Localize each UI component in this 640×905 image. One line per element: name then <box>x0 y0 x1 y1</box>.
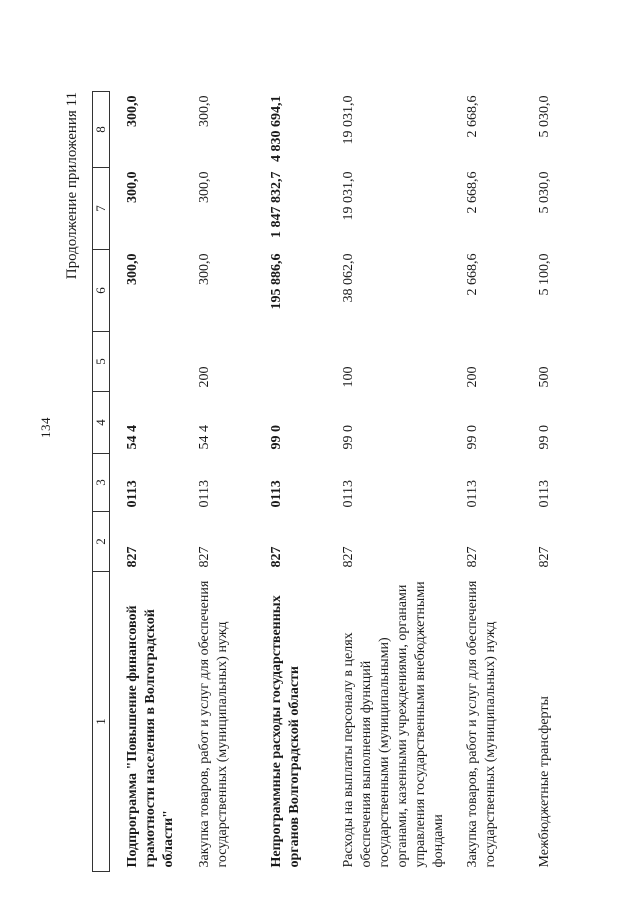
table-row <box>464 92 536 872</box>
table-row <box>268 92 340 872</box>
cell-c2: 827 <box>341 546 356 568</box>
header-cell: 5 <box>93 332 110 392</box>
cell-c5: 500 <box>537 366 552 388</box>
row-name: Закупка товаров, работ и услуг для обеспечения государственных (муниципальных) нужд <box>197 580 230 868</box>
header-cell: 4 <box>93 392 110 454</box>
cell-c2: 827 <box>537 546 552 568</box>
cell-c6: 300,0 <box>125 253 140 285</box>
appendix-continuation-note: Продолжение приложения 11 <box>64 92 80 280</box>
header-cell: 6 <box>93 250 110 332</box>
row-name: Расходы на выплаты персоналу в целях обеспечения выполнения функций государственными (муниципальными) органами, казенными учреждениями, органами управления государственными внебюджетными фондами <box>341 581 446 868</box>
cell-c3: 0113 <box>465 480 480 508</box>
budget-table <box>92 91 576 872</box>
table-header <box>93 92 125 872</box>
cell-c3: 0113 <box>341 480 356 508</box>
cell-c5: 200 <box>465 366 480 388</box>
header-cell: 2 <box>93 512 110 572</box>
cell-c2: 827 <box>465 546 480 568</box>
cell-c7: 300,0 <box>125 171 140 203</box>
cell-c3: 0113 <box>537 480 552 508</box>
cell-c7: 5 030,0 <box>537 171 552 214</box>
cell-c4: 54 4 <box>125 425 140 450</box>
cell-c4: 54 4 <box>197 425 212 450</box>
cell-c6: 300,0 <box>197 253 212 285</box>
cell-c3: 0113 <box>269 480 284 508</box>
header-cell: 8 <box>93 92 110 168</box>
header-cell: 7 <box>93 168 110 250</box>
cell-c6: 38 062,0 <box>341 253 356 303</box>
cell-c8: 300,0 <box>197 95 212 127</box>
cell-c6: 2 668,6 <box>465 253 480 296</box>
header-cell: 1 <box>93 572 110 872</box>
cell-c2: 827 <box>269 546 284 568</box>
cell-c3: 0113 <box>197 480 212 508</box>
cell-c2: 827 <box>197 546 212 568</box>
cell-c6: 195 886,6 <box>269 253 284 310</box>
cell-c2: 827 <box>125 546 140 568</box>
cell-c7: 2 668,6 <box>465 171 480 214</box>
cell-c5: 100 <box>341 366 356 388</box>
table-row <box>124 92 196 872</box>
page-number: 134 <box>38 417 53 438</box>
row-name: Подпрограмма "Повышение финансовой грамотности населения в Волгоградской области" <box>125 605 176 868</box>
table-row <box>340 92 464 872</box>
row-name: Непрограммные расходы государственных органов Волгоградской области <box>269 595 302 868</box>
cell-c4: 99 0 <box>537 425 552 450</box>
cell-c8: 5 030,0 <box>537 95 552 138</box>
cell-c3: 0113 <box>125 480 140 508</box>
row-name: Межбюджетные трансферты <box>537 696 552 868</box>
row-name: Закупка товаров, работ и услуг для обеспечения государственных (муниципальных) нужд <box>465 580 498 868</box>
cell-c7: 300,0 <box>197 171 212 203</box>
cell-c5 <box>268 332 340 392</box>
cell-c8: 300,0 <box>125 95 140 127</box>
table-row <box>536 92 576 872</box>
header-cell: 3 <box>93 454 110 512</box>
cell-c4: 99 0 <box>341 425 356 450</box>
cell-c4: 99 0 <box>269 425 284 450</box>
cell-c6: 5 100,0 <box>537 253 552 296</box>
cell-c5 <box>124 332 196 392</box>
rotated-page-content <box>64 80 604 880</box>
cell-c7: 19 031,0 <box>341 171 356 221</box>
cell-c8: 2 668,6 <box>465 95 480 138</box>
cell-c4: 99 0 <box>465 425 480 450</box>
cell-c5: 200 <box>197 366 212 388</box>
cell-c8: 19 031,0 <box>341 95 356 145</box>
table-row <box>196 92 268 872</box>
cell-c8: 4 830 694,1 <box>269 95 284 162</box>
cell-c7: 1 847 832,7 <box>269 171 284 238</box>
